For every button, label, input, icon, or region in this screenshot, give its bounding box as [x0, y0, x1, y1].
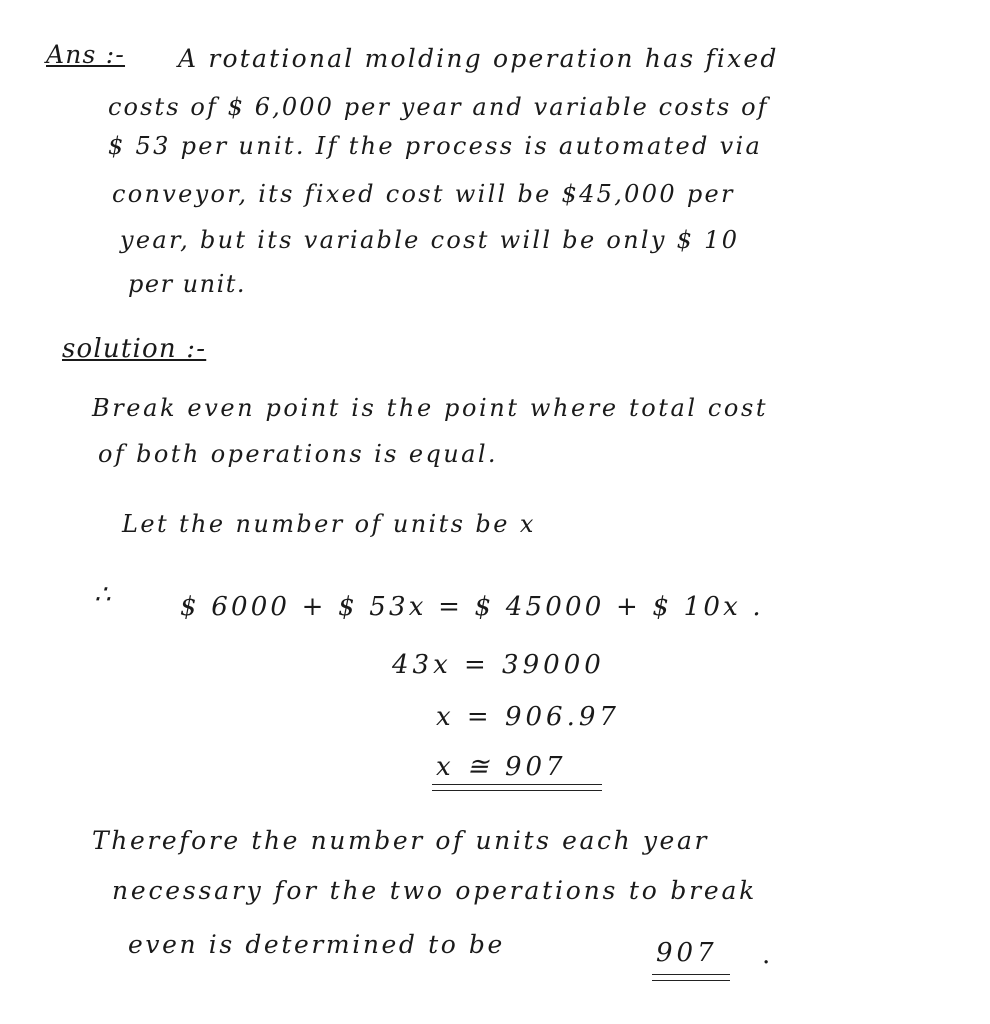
final-result-double-underline: [652, 974, 730, 981]
problem-line-6: per unit.: [128, 270, 247, 298]
let-statement: Let the number of units be x: [122, 510, 536, 538]
result-double-underline: [432, 784, 602, 791]
problem-line-1: A rotational molding operation has fixed: [178, 44, 779, 73]
answer-label: Ans :-: [46, 40, 126, 69]
solution-heading: solution :-: [62, 334, 207, 364]
problem-line-4: conveyor, its fixed cost will be $45,000 per: [112, 180, 735, 208]
equation-1: $ 6000 + $ 53x = $ 45000 + $ 10x .: [180, 592, 764, 622]
equation-2: 43x = 39000: [392, 650, 605, 680]
final-result: 907: [656, 938, 718, 968]
definition-line-2: of both operations is equal.: [98, 440, 498, 468]
problem-line-3: $ 53 per unit. If the process is automated via: [108, 132, 763, 160]
problem-line-5: year, but its variable cost will be only $ 10: [120, 226, 740, 254]
conclusion-line-2: necessary for the two operations to break: [112, 876, 758, 905]
conclusion-line-1: Therefore the number of units each year: [92, 826, 710, 855]
definition-line-1: Break even point is the point where total cost: [92, 394, 769, 422]
equation-4: x ≅ 907: [436, 752, 567, 782]
final-period: .: [762, 940, 771, 970]
therefore-symbol: ∴: [94, 580, 115, 610]
conclusion-line-3: even is determined to be: [128, 930, 505, 959]
problem-line-2: costs of $ 6,000 per year and variable costs of: [108, 93, 769, 121]
equation-3: x = 906.97: [436, 702, 620, 732]
